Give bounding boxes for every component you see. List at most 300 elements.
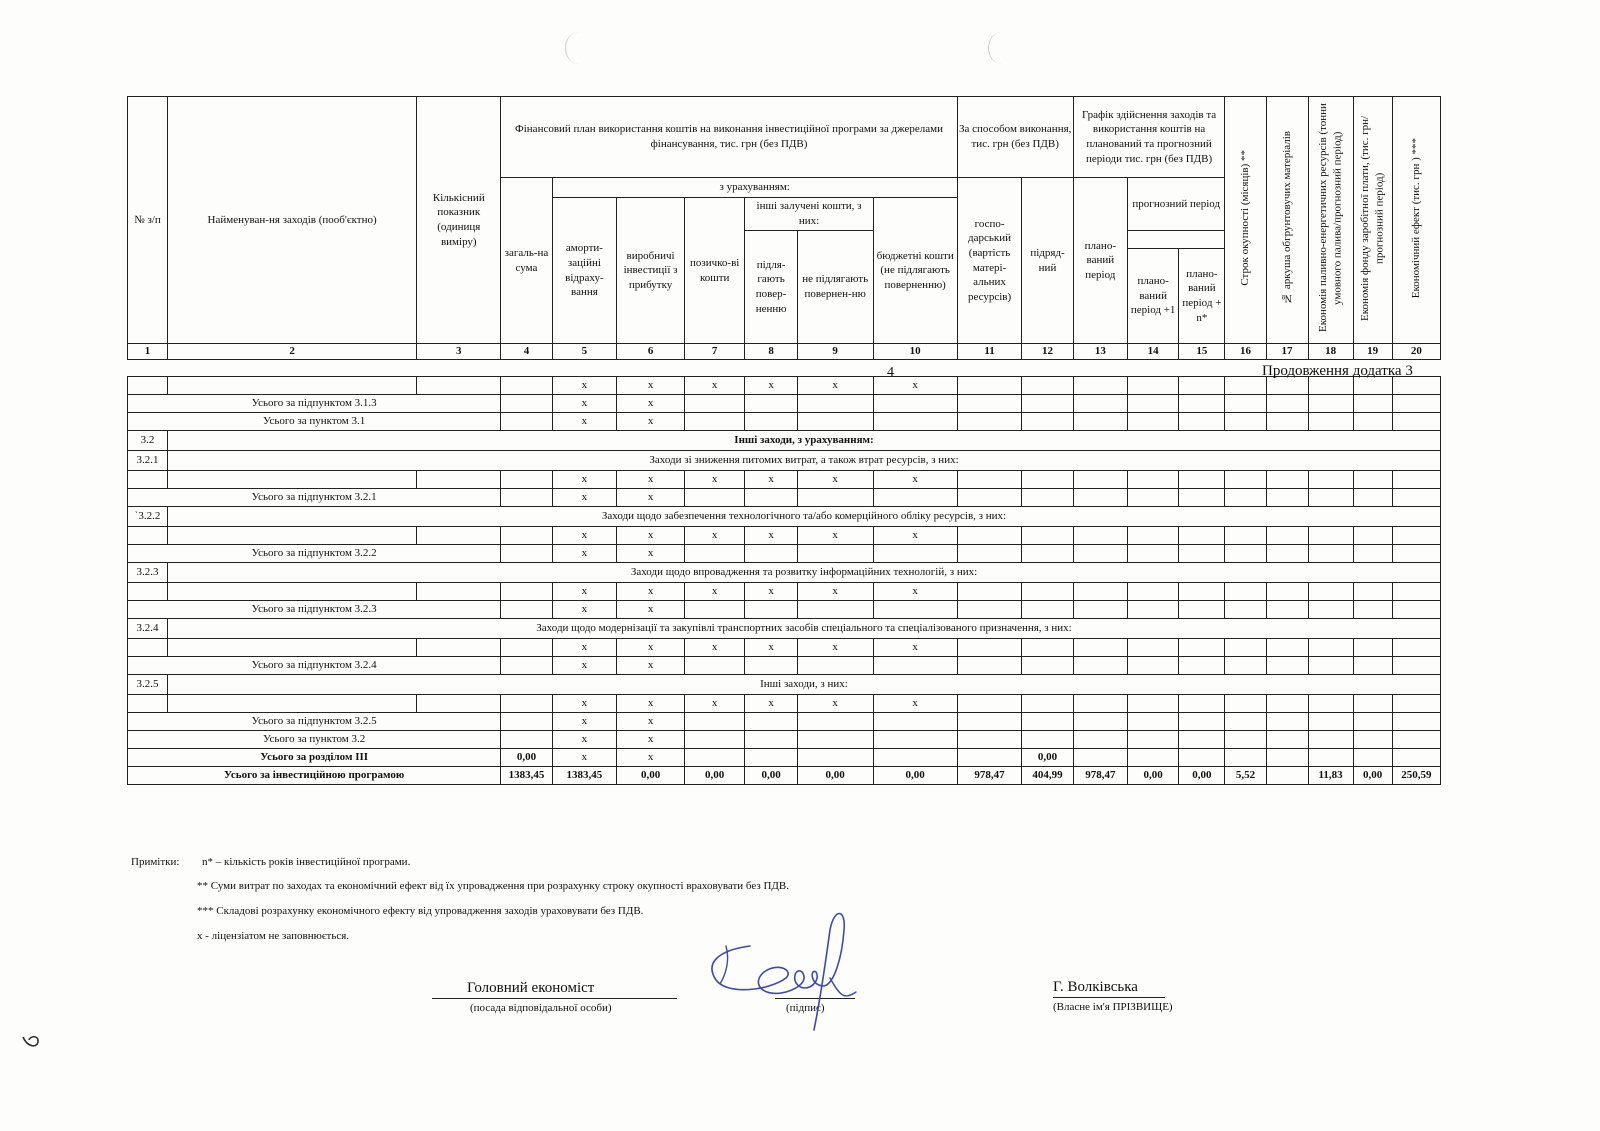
header-execution-method: За способом виконання, тис. грн (без ПДВ) (957, 97, 1073, 178)
column-number: 11 (957, 344, 1022, 360)
empty-cell (1179, 694, 1225, 712)
section-row (128, 674, 1441, 694)
empty-cell (1392, 638, 1440, 656)
empty-cell (1353, 694, 1392, 712)
row-label: Усього за підпунктом 3.2.2 (128, 544, 501, 562)
empty-cell (957, 656, 1022, 674)
position-caption: (посада відповідальної особи) (470, 1002, 612, 1014)
name-line (1053, 997, 1165, 998)
not-filled-mark: x (797, 376, 873, 394)
empty-cell (1353, 748, 1392, 766)
empty-cell (1179, 470, 1225, 488)
not-filled-mark: x (552, 526, 617, 544)
empty-cell (1353, 656, 1392, 674)
empty-cell (873, 544, 957, 562)
section-total-row (128, 748, 1441, 766)
not-filled-mark: x (617, 376, 685, 394)
header-forecast-period: прогнозний період (1128, 178, 1225, 231)
not-filled-mark: x (552, 376, 617, 394)
empty-cell (1225, 376, 1266, 394)
empty-cell (957, 394, 1022, 412)
empty-cell (1179, 394, 1225, 412)
empty-cell (1225, 582, 1266, 600)
empty-cell (797, 394, 873, 412)
empty-cell (1353, 600, 1392, 618)
empty-cell (957, 712, 1022, 730)
table-row (128, 712, 1441, 730)
header-budget: бюджетні кошти (не підлягають поверненню) (873, 198, 957, 344)
empty-cell (1179, 412, 1225, 430)
total-cell: 978,47 (1073, 766, 1127, 784)
empty-cell (957, 582, 1022, 600)
empty-cell (1353, 412, 1392, 430)
empty-cell (501, 544, 552, 562)
empty-cell (797, 656, 873, 674)
total-cell: 404,99 (1022, 766, 1073, 784)
empty-cell (1022, 600, 1073, 618)
punch-hole-left (565, 32, 592, 64)
empty-cell (957, 600, 1022, 618)
empty-cell (1266, 412, 1308, 430)
empty-cell (1128, 694, 1179, 712)
section-title: Інші заходи, з них: (168, 674, 1441, 694)
total-cell: 1383,45 (501, 766, 552, 784)
empty-cell (1022, 526, 1073, 544)
empty-cell (1073, 488, 1127, 506)
section-total-sum: 0,00 (501, 748, 552, 766)
empty-cell (1308, 412, 1353, 430)
not-filled-mark: x (617, 748, 685, 766)
signatory-name: Г. Волківська (1053, 979, 1138, 995)
empty-cell (873, 412, 957, 430)
empty-cell (1266, 488, 1308, 506)
empty-cell (1308, 394, 1353, 412)
not-filled-mark: x (684, 526, 745, 544)
empty-cell (957, 376, 1022, 394)
empty-cell (1128, 544, 1179, 562)
not-filled-mark: x (552, 488, 617, 506)
not-filled-mark: x (617, 488, 685, 506)
header-production-investments: виробничі інвестиції з прибутку (617, 198, 685, 344)
table-row (128, 582, 1441, 600)
header-total-sum: загаль-на сума (501, 178, 552, 344)
row-label: Усього за підпунктом 3.2.5 (128, 712, 501, 730)
not-filled-mark: x (617, 412, 685, 430)
empty-cell (1128, 376, 1179, 394)
row-label: Усього за підпунктом 3.2.4 (128, 656, 501, 674)
empty-cell (501, 470, 552, 488)
section-row (128, 430, 1441, 450)
total-cell: 0,00 (1179, 766, 1225, 784)
header-loans: позичко-ві кошти (684, 198, 745, 344)
header-justification-sheet: № аркуша обгрунтовучих матеріалів (1266, 97, 1308, 344)
column-number: 1 (128, 344, 168, 360)
empty-cell (797, 544, 873, 562)
total-cell: 0,00 (684, 766, 745, 784)
empty-cell (1353, 712, 1392, 730)
empty-cell (1392, 656, 1440, 674)
header-other-attracted: інші залучені кошти, з них: (745, 198, 873, 231)
section-title: Заходи щодо модернізації та закупівлі транспортних засобів спеціального та спеціалізованого призначення, з них: (168, 618, 1441, 638)
empty-cell (1225, 730, 1266, 748)
empty-cell (1179, 544, 1225, 562)
empty-cell (684, 748, 745, 766)
empty-cell (1225, 394, 1266, 412)
empty-cell (1022, 544, 1073, 562)
empty-cell (745, 488, 797, 506)
header-schedule: Графік здійснення заходів та використання коштів на планований та прогнозний періоди тис. грн (без ПДВ) (1073, 97, 1225, 178)
empty-cell (1308, 582, 1353, 600)
pencil-mark-text (20, 1032, 21, 1033)
column-number: 10 (873, 344, 957, 360)
not-filled-mark: x (684, 694, 745, 712)
empty-cell (957, 526, 1022, 544)
empty-cell (168, 638, 417, 656)
not-filled-mark: x (797, 694, 873, 712)
empty-cell (501, 488, 552, 506)
empty-cell (1266, 526, 1308, 544)
empty-cell (1308, 526, 1353, 544)
empty-cell (1128, 638, 1179, 656)
pencil-mark-icon (20, 1032, 42, 1050)
column-number: 18 (1308, 344, 1353, 360)
empty-cell (128, 376, 168, 394)
not-filled-mark: x (617, 694, 685, 712)
table-row (128, 544, 1441, 562)
total-cell: 0,00 (745, 766, 797, 784)
empty-cell (873, 748, 957, 766)
empty-cell (873, 712, 957, 730)
header-amortization: аморти-заційні відраху-вання (552, 198, 617, 344)
empty-cell (873, 600, 957, 618)
empty-cell (1073, 712, 1127, 730)
column-number: 9 (797, 344, 873, 360)
empty-cell (501, 394, 552, 412)
section-title: Інші заходи, з урахуванням: (168, 430, 1441, 450)
column-number: 16 (1225, 344, 1266, 360)
section-row (128, 506, 1441, 526)
empty-cell (128, 694, 168, 712)
not-filled-mark: x (552, 600, 617, 618)
column-number: 4 (501, 344, 552, 360)
not-filled-mark: x (617, 730, 685, 748)
header-planned-plus-1: плано-ваний період +1 (1128, 249, 1179, 344)
empty-cell (745, 730, 797, 748)
empty-cell (1266, 394, 1308, 412)
empty-cell (1266, 712, 1308, 730)
notes-label: Примітки: (131, 856, 180, 868)
not-filled-mark: x (873, 638, 957, 656)
empty-cell (1073, 582, 1127, 600)
not-filled-mark: x (617, 526, 685, 544)
row-number: 3.2.3 (128, 562, 168, 582)
signatory-position: Головний економіст (467, 980, 595, 996)
empty-cell (1353, 394, 1392, 412)
empty-cell (873, 488, 957, 506)
header-financial-plan: Фінансовий план використання коштів на виконання інвестиційної програми за джерелами фінансування, тис. грн (без ПДВ) (501, 97, 957, 178)
row-number: 3.2 (128, 430, 168, 450)
empty-cell (1392, 582, 1440, 600)
empty-cell (684, 730, 745, 748)
empty-cell (1392, 730, 1440, 748)
note-3: *** Складові розрахунку економічного ефекту від упровадження заходів ураховувати без ПДВ. (197, 905, 644, 917)
empty-cell (745, 600, 797, 618)
total-cell: 11,83 (1308, 766, 1353, 784)
empty-cell (1179, 526, 1225, 544)
section-title: Заходи щодо забезпечення технологічного та/або комерційного обліку ресурсів, з них: (168, 506, 1441, 526)
empty-cell (957, 412, 1022, 430)
empty-cell (1073, 656, 1127, 674)
empty-cell (957, 694, 1022, 712)
row-number: 3.2.1 (128, 450, 168, 470)
empty-cell (1179, 656, 1225, 674)
empty-cell (1073, 638, 1127, 656)
empty-cell (957, 488, 1022, 506)
empty-cell (1308, 712, 1353, 730)
empty-cell (1353, 638, 1392, 656)
empty-cell (1353, 488, 1392, 506)
empty-cell (957, 638, 1022, 656)
empty-cell (128, 526, 168, 544)
empty-cell (1022, 638, 1073, 656)
empty-cell (1266, 544, 1308, 562)
empty-cell (501, 712, 552, 730)
empty-cell (1392, 470, 1440, 488)
not-filled-mark: x (745, 694, 797, 712)
empty-cell (1392, 748, 1440, 766)
empty-cell (501, 376, 552, 394)
empty-cell (1266, 748, 1308, 766)
empty-cell (1308, 748, 1353, 766)
handwritten-signature (690, 900, 870, 1050)
empty-cell (1022, 412, 1073, 430)
total-cell: 0,00 (797, 766, 873, 784)
table-row (128, 376, 1441, 394)
empty-cell (1073, 544, 1127, 562)
empty-cell (1073, 376, 1127, 394)
empty-cell (1266, 730, 1308, 748)
column-number: 6 (617, 344, 685, 360)
not-filled-mark: x (797, 526, 873, 544)
empty-cell (1179, 712, 1225, 730)
not-filled-mark: x (552, 712, 617, 730)
total-cell: 0,00 (873, 766, 957, 784)
empty-cell (1353, 730, 1392, 748)
note-1: n* – кількість років інвестиційної програми. (202, 856, 411, 868)
empty-cell (1128, 730, 1179, 748)
empty-cell (501, 412, 552, 430)
empty-cell (1179, 376, 1225, 394)
empty-cell (1128, 412, 1179, 430)
empty-cell (957, 748, 1022, 766)
empty-cell (1022, 730, 1073, 748)
not-filled-mark: x (745, 582, 797, 600)
empty-cell (1392, 600, 1440, 618)
total-cell: 0,00 (1128, 766, 1179, 784)
not-filled-mark: x (745, 376, 797, 394)
empty-cell (1128, 470, 1179, 488)
total-cell: 0,00 (617, 766, 685, 784)
empty-cell (1392, 488, 1440, 506)
empty-cell (1266, 600, 1308, 618)
empty-cell (1225, 694, 1266, 712)
empty-cell (1392, 694, 1440, 712)
empty-cell (1225, 748, 1266, 766)
column-number-row (128, 344, 1441, 360)
not-filled-mark: x (617, 544, 685, 562)
empty-cell (684, 544, 745, 562)
empty-cell (745, 412, 797, 430)
not-filled-mark: x (745, 470, 797, 488)
empty-cell (1179, 638, 1225, 656)
empty-cell (417, 694, 501, 712)
not-filled-mark: x (797, 582, 873, 600)
empty-cell (684, 394, 745, 412)
not-filled-mark: x (684, 582, 745, 600)
not-filled-mark: x (684, 638, 745, 656)
empty-cell (1392, 712, 1440, 730)
empty-cell (128, 638, 168, 656)
column-number: 20 (1392, 344, 1440, 360)
header-non-repayable: не підлягають повернен-ню (797, 231, 873, 344)
not-filled-mark: x (617, 638, 685, 656)
header-planned-plus-n: плано-ваний період + n* (1179, 249, 1225, 344)
empty-cell (168, 582, 417, 600)
empty-cell (1128, 582, 1179, 600)
not-filled-mark: x (684, 470, 745, 488)
empty-cell (1179, 730, 1225, 748)
header-contract: підряд-ний (1022, 178, 1073, 344)
empty-cell (417, 526, 501, 544)
not-filled-mark: x (552, 544, 617, 562)
row-label: Усього за розділом ІІІ (128, 748, 501, 766)
note-4: х - ліцензіатом не заповнюється. (197, 930, 350, 942)
empty-cell (1308, 470, 1353, 488)
empty-cell (1225, 470, 1266, 488)
not-filled-mark: x (552, 730, 617, 748)
empty-cell (1353, 526, 1392, 544)
empty-cell (1353, 582, 1392, 600)
column-number: 7 (684, 344, 745, 360)
empty-cell (501, 526, 552, 544)
column-number: 2 (168, 344, 417, 360)
table-row (128, 694, 1441, 712)
empty-cell (1308, 694, 1353, 712)
empty-cell (1353, 544, 1392, 562)
empty-cell (1308, 488, 1353, 506)
header-quantity: Кількісний показник (одиниця виміру) (417, 97, 501, 344)
row-number: 3.2.5 (128, 674, 168, 694)
empty-cell (797, 712, 873, 730)
pencil-page-mark (20, 1032, 42, 1055)
empty-cell (1022, 470, 1073, 488)
not-filled-mark: x (797, 470, 873, 488)
empty-cell (1073, 694, 1127, 712)
program-total-row (128, 766, 1441, 784)
empty-cell (873, 394, 957, 412)
section-row (128, 562, 1441, 582)
not-filled-mark: x (552, 412, 617, 430)
empty-cell (501, 582, 552, 600)
empty-cell (128, 582, 168, 600)
empty-cell (1022, 488, 1073, 506)
not-filled-mark: x (873, 376, 957, 394)
empty-cell (1128, 488, 1179, 506)
empty-cell (745, 656, 797, 674)
row-label: Усього за підпунктом 3.2.1 (128, 488, 501, 506)
empty-cell (1179, 582, 1225, 600)
empty-cell (501, 638, 552, 656)
empty-cell (684, 600, 745, 618)
not-filled-mark: x (873, 582, 957, 600)
not-filled-mark: x (797, 638, 873, 656)
empty-cell (168, 470, 417, 488)
position-line (432, 998, 677, 999)
empty-cell (1392, 544, 1440, 562)
header-including: з урахуванням: (552, 178, 957, 198)
table-row (128, 412, 1441, 430)
empty-cell (957, 730, 1022, 748)
table-row (128, 638, 1441, 656)
empty-cell (1308, 730, 1353, 748)
note-2: ** Суми витрат по заходах та економічний ефект від їх упровадження при розрахунку строку окупності враховувати без ПДВ. (197, 880, 790, 892)
table-row (128, 730, 1441, 748)
total-cell: 5,52 (1225, 766, 1266, 784)
empty-cell (745, 544, 797, 562)
header-energy-savings: Економія паливно-енергетичних ресурсів (тонни умовного палива/прогнозний період) (1308, 97, 1353, 344)
not-filled-mark: x (617, 582, 685, 600)
empty-cell (1073, 600, 1127, 618)
not-filled-mark: x (552, 656, 617, 674)
empty-cell (417, 470, 501, 488)
column-number: 17 (1266, 344, 1308, 360)
not-filled-mark: x (552, 582, 617, 600)
not-filled-mark: x (552, 394, 617, 412)
empty-cell (873, 730, 957, 748)
empty-cell (1128, 600, 1179, 618)
header-repayable: підля-гають повер-ненню (745, 231, 797, 344)
empty-cell (1266, 582, 1308, 600)
empty-cell (1266, 656, 1308, 674)
empty-cell (1128, 656, 1179, 674)
empty-cell (745, 748, 797, 766)
row-label: Усього за підпунктом 3.1.3 (128, 394, 501, 412)
empty-cell (128, 470, 168, 488)
empty-cell (1225, 600, 1266, 618)
empty-cell (745, 394, 797, 412)
empty-cell (1225, 656, 1266, 674)
header-no: № з/п (128, 97, 168, 344)
column-number: 19 (1353, 344, 1392, 360)
empty-cell (1073, 748, 1127, 766)
row-label: Усього за пунктом 3.1 (128, 412, 501, 430)
total-cell: 250,59 (1392, 766, 1440, 784)
empty-cell (1073, 730, 1127, 748)
empty-cell (1179, 488, 1225, 506)
section-title: Заходи зі зниження питомих витрат, а також втрат ресурсів, з них: (168, 450, 1441, 470)
section-row (128, 618, 1441, 638)
not-filled-mark: x (873, 470, 957, 488)
not-filled-mark: x (617, 470, 685, 488)
section-row (128, 450, 1441, 470)
table-row (128, 488, 1441, 506)
empty-cell (1128, 712, 1179, 730)
header-payback: Строк окупності (місяців) ** (1225, 97, 1266, 344)
row-label: Усього за підпунктом 3.2.3 (128, 600, 501, 618)
empty-cell (417, 638, 501, 656)
empty-cell (1022, 376, 1073, 394)
empty-cell (1392, 526, 1440, 544)
